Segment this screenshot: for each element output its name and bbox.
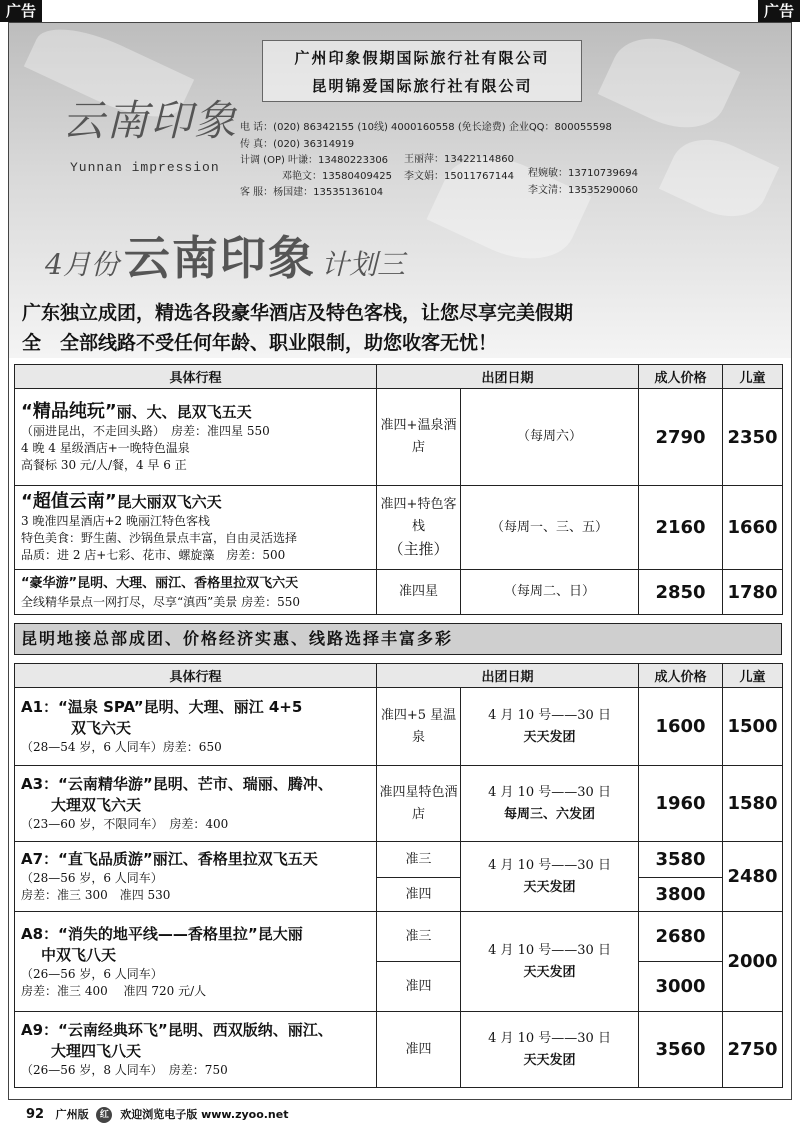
hotel-cell: 准四星 [377,570,461,615]
itinerary-title-2: 大理双飞六天 [51,796,142,814]
tour-table-1 [14,364,783,615]
itinerary-line: 品质：进 2 店+七彩、花市、螺旋藻 房差：500 [21,548,286,562]
table-header [15,664,783,688]
logo-english: Yunnan impression [70,160,220,175]
date-range: 4 月 10 号——30 日 [488,707,611,723]
hotel-cell: 准四 [377,878,461,912]
itinerary-cell [15,688,377,766]
itinerary-title-2: 中双飞八天 [41,945,117,964]
hotel-cell: 准四星特色酒店 [377,766,461,842]
table-row [15,570,783,615]
itinerary-line: （26—56 岁，8 人同车） 房差：750 [21,1063,228,1077]
company-name-1: 广州印象假期国际旅行社有限公司 [294,49,550,67]
header-adult-price: 成人价格 [639,365,723,389]
contact-service: 客 服：杨国建：13535136104 [240,187,384,198]
plan-subtitle: 计划三 [321,248,406,281]
leaf-decoration [598,23,741,145]
adult-price: 3800 [639,878,723,912]
page-number: 92 [26,1107,45,1122]
itinerary-line: （28—56 岁，6 人同车） [21,871,163,885]
child-price: 2750 [723,1012,783,1088]
itinerary-line: 3 晚准四星酒店+2 晚丽江特色客栈 [21,514,210,528]
hotel-cell: 准四 [377,1012,461,1088]
date-range: 4 月 10 号——30 日 [488,857,611,873]
child-price: 2480 [723,842,783,912]
date-cell: （每周六） [461,389,639,486]
itinerary-line: （23—60 岁，不限同车） 房差：400 [21,817,229,831]
contact-planner: 王丽萍：13422114860 [404,154,514,165]
company-box [262,40,582,102]
departure-frequency: 天天发团 [523,879,576,895]
contact-planner: 邓艳文：13580409425 [282,171,392,182]
child-price: 1780 [723,570,783,615]
itinerary-line: 房差：准三 400 准四 720 元/人 [21,983,207,998]
headline-2: 全 全部线路不受任何年龄、职业限制，助您收客无忧！ [22,332,498,354]
child-price: 1580 [723,766,783,842]
adult-price: 1600 [639,688,723,766]
adult-price: 2790 [639,389,723,486]
header-adult-price: 成人价格 [639,664,723,688]
itinerary-title: A1：“温泉 SPA”昆明、大理、丽江 4+5 [21,698,303,716]
departure-frequency: 天天发团 [523,964,576,980]
table-row [15,486,783,570]
itinerary-title: “豪华游”昆明、大理、丽江、香格里拉双飞六天 [21,576,299,591]
footer [26,1106,289,1123]
header-child-price: 儿童 [723,664,783,688]
hotel-cell: 准三 [377,912,461,962]
section-title: 昆明地接总部成团、价格经济实惠、线路选择丰富多彩 [14,623,782,655]
edition-label: 广州版 [55,1108,89,1121]
hotel-cell: 准四+5 星温泉 [377,688,461,766]
itinerary-line: 全线精华景点一网打尽，尽享“滇西”美景 房差：550 [21,595,300,609]
date-cell: （每周一、三、五） [461,486,639,570]
hotel-cell: 准四 [377,962,461,1012]
adult-price: 3580 [639,842,723,878]
contact-planner: 程婉敏：13710739694 [528,168,638,179]
adult-price: 2160 [639,486,723,570]
plan-main-title: 云南印象 [123,231,316,285]
itinerary-title: A9：“云南经典环飞”昆明、西双版纳、丽江、 [21,1021,333,1039]
table-row [15,688,783,766]
adult-price: 1960 [639,766,723,842]
adult-price: 3560 [639,1012,723,1088]
date-cell [461,1012,639,1088]
date-range: 4 月 10 号——30 日 [488,942,611,958]
header-child-price: 儿童 [723,365,783,389]
child-price: 2350 [723,389,783,486]
itinerary-line: 高餐标 30 元/人/餐，4 早 6 正 [21,457,187,472]
table-row [15,1012,783,1088]
contact-phone: 电 话：(020) 86342155 (10线) 4000160558 (免长途费) 企业QQ：800055598 [240,122,612,133]
itinerary-title: A3：“云南精华游”昆明、芒市、瑞丽、腾冲、 [21,775,333,793]
itinerary-line: （28—54 岁，6 人同车）房差：650 [21,740,222,754]
date-cell: （每周二、日） [461,570,639,615]
tour-table-2 [14,663,783,1088]
date-cell [461,912,639,1012]
itinerary-cell [15,912,377,1012]
table-row [15,766,783,842]
itinerary-line: （26—56 岁，6 人同车） [21,966,163,981]
hotel-cell: 准四+温泉酒店 [377,389,461,486]
hotel-cell: 准三 [377,842,461,878]
footer-text: 欢迎浏览电子版 www.zyoo.net [120,1108,289,1121]
logo-chinese: 云南印象 [62,96,239,145]
plan-title [45,222,406,285]
headline-1: 广东独立成团，精选各段豪华酒店及特色客栈，让您尽享完美假期 [22,302,574,324]
itinerary-cell [15,389,377,486]
departure-frequency: 天天发团 [523,729,576,745]
itinerary-line: 4 晚 4 星级酒店+一晚特色温泉 [21,440,190,455]
badge-icon: 红 [96,1107,112,1123]
itinerary-line: 特色美食：野生菌、沙锅鱼景点丰富，自由灵活选择 [21,531,298,545]
ad-label-left: 广告 [0,0,42,22]
table-header [15,365,783,389]
date-range: 4 月 10 号——30 日 [488,784,611,800]
itinerary-line: （丽进昆出，不走回头路） 房差：准四星 550 [21,423,270,438]
contact-planner: 李文娟：15011767144 [404,171,514,182]
itinerary-cell [15,486,377,570]
itinerary-title-2: 双飞六天 [71,719,132,737]
itinerary-cell [15,842,377,912]
child-price: 1500 [723,688,783,766]
header-itinerary: 具体行程 [15,365,377,389]
header-itinerary: 具体行程 [15,664,377,688]
header-date: 出团日期 [377,664,639,688]
ad-label-right: 广告 [758,0,800,22]
adult-price: 3000 [639,962,723,1012]
adult-price: 2680 [639,912,723,962]
contact-planner: 计调 (OP) 叶谦：13480223306 [240,155,389,166]
departure-frequency: 每周三、六发团 [504,806,596,822]
date-range: 4 月 10 号——30 日 [488,1030,611,1046]
hotel-cell [377,486,461,570]
itinerary-title: “精品纯玩”丽、大、昆双飞五天 [21,400,252,422]
company-name-2: 昆明锦爱国际旅行社有限公司 [311,77,533,95]
itinerary-title-2: 大理四飞八天 [51,1042,142,1060]
hotel-note: （主推） [388,539,449,558]
leaf-decoration [659,125,779,231]
table-row [15,912,783,962]
itinerary-title: A8：“消失的地平线——香格里拉”昆大丽 [21,924,303,943]
contact-planner: 李文清：13535290060 [528,185,638,196]
itinerary-line: 房差：准三 300 准四 530 [21,888,171,902]
date-cell [461,688,639,766]
departure-frequency: 天天发团 [523,1052,576,1068]
date-cell [461,766,639,842]
plan-month: 4月份 [45,248,119,281]
itinerary-title: “超值云南”昆大丽双飞六天 [21,491,222,512]
itinerary-cell [15,570,377,615]
itinerary-cell [15,766,377,842]
itinerary-title: A7：“直飞品质游”丽江、香格里拉双飞五天 [21,850,318,868]
contact-fax: 传 真：(020) 36314919 [240,139,355,150]
date-cell [461,842,639,912]
table-row [15,842,783,878]
header-date: 出团日期 [377,365,639,389]
itinerary-cell [15,1012,377,1088]
child-price: 2000 [723,912,783,1012]
hotel-label: 准四+特色客栈 [380,496,457,534]
adult-price: 2850 [639,570,723,615]
child-price: 1660 [723,486,783,570]
table-row [15,389,783,486]
